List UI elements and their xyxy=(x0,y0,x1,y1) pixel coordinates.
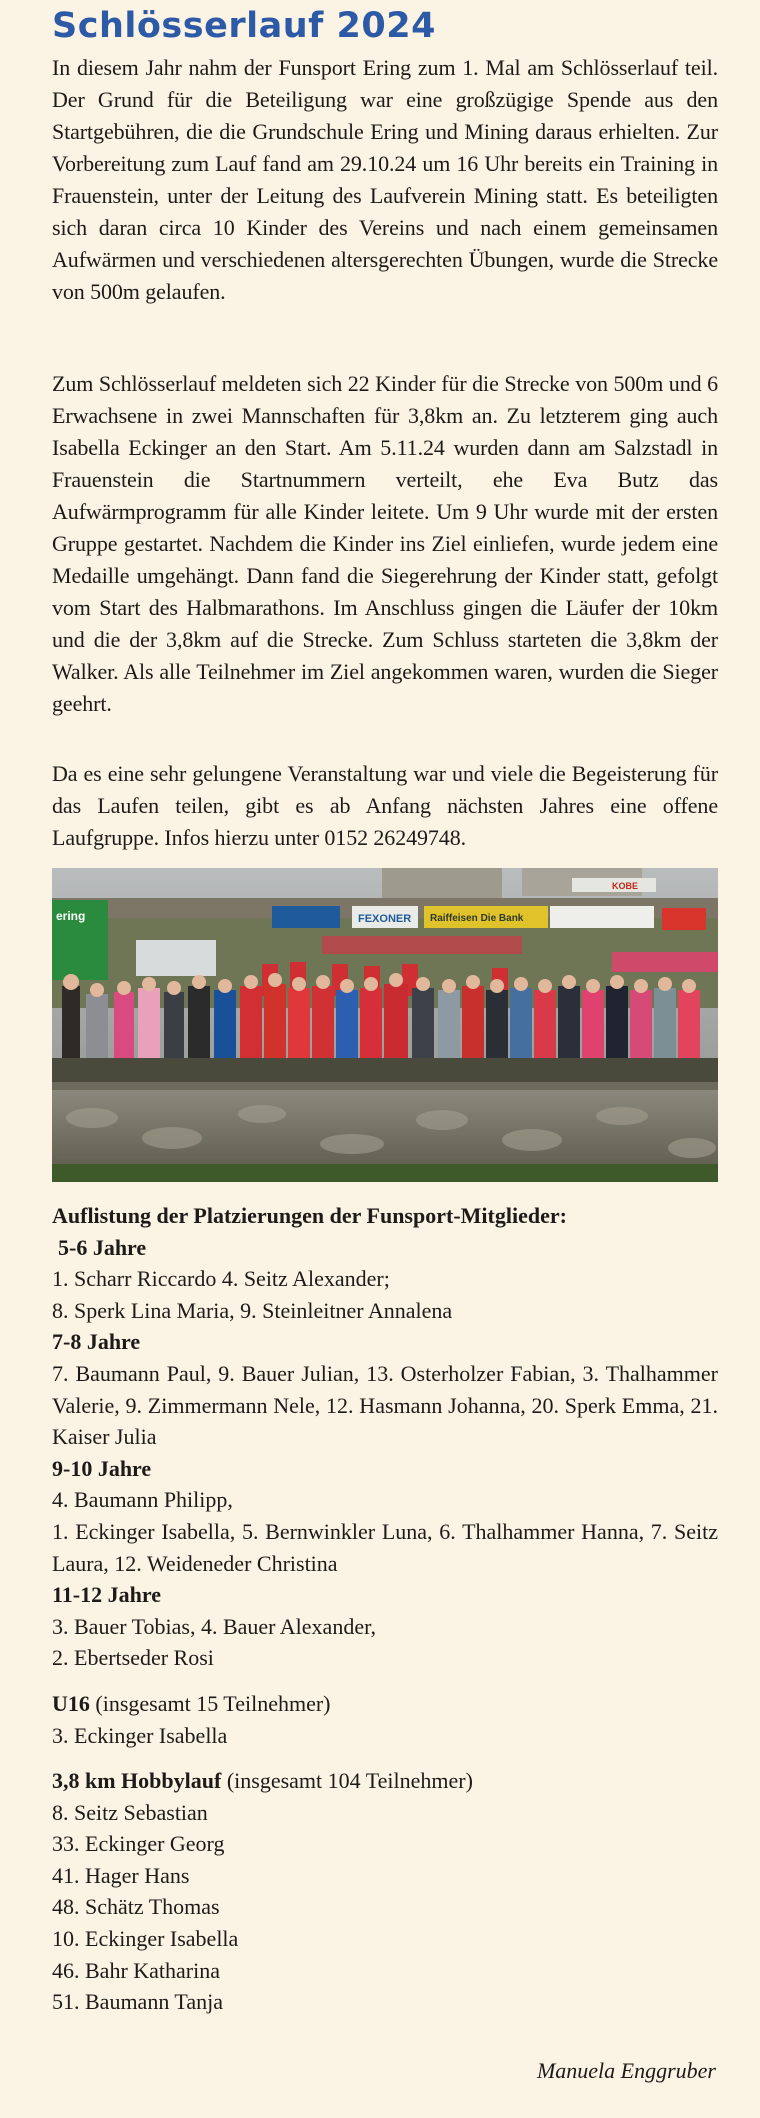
group-label-9-10: 9-10 Jahre xyxy=(52,1455,152,1481)
result-line: 41. Hager Hans xyxy=(52,1862,190,1888)
result-line: 1. Eckinger Isabella, 5. Bernwinkler Luna, 6. Thalhammer Hanna, 7. Seitz Laura, 12. Weideneder Christina xyxy=(52,1518,718,1576)
result-line: 46. Bahr Katharina xyxy=(52,1957,220,1983)
spacer xyxy=(52,1674,718,1688)
spacer xyxy=(52,1751,718,1765)
u16-note: (insgesamt 15 Teilnehmer) xyxy=(89,1690,331,1716)
result-line: 3. Eckinger Isabella xyxy=(52,1722,228,1748)
result-line: 33. Eckinger Georg xyxy=(52,1831,225,1857)
paragraph-running-group: Da es eine sehr gelungene Veranstaltung war und viele die Begeisterung für das Laufen teilen, gibt es ab Anfang nächsten Jahres eine offene Laufgruppe. Infos hierzu unter 0152 26249748. xyxy=(52,761,718,850)
result-line: 51. Baumann Tanja xyxy=(52,1989,223,2015)
result-line: 10. Eckinger Isabella xyxy=(52,1926,239,1952)
banner-raiffeisen: Raiffeisen Die Bank xyxy=(430,913,524,924)
hobby-note: (insgesamt 104 Teilnehmer) xyxy=(221,1768,473,1794)
banner-ering: ering xyxy=(56,909,86,923)
u16-label: U16 xyxy=(52,1690,90,1716)
result-line: 8. Sperk Lina Maria, 9. Steinleitner Annalena xyxy=(52,1297,453,1323)
group-label-5-6: 5-6 Jahre xyxy=(58,1234,147,1260)
paragraph-intro: In diesem Jahr nahm der Funsport Ering zum 1. Mal am Schlösserlauf teil. Der Grund für die Beteiligung war eine großzügige Spende aus den Startgebühren, die die Grundschule Ering und Mining daraus erhielten. Zur Vorbereitung zum Lauf fand am 29.10.24 um 16 Uhr bereits ein Training in Frauenstein, unter der Leitung des Laufverein Mining statt. Es beteiligten sich daran circa 10 Kinder des Vereins und nach einem gemeinsamen Aufwärmen und verschiedenen altersgerechten Übungen, wurde die Strecke von 500m gelaufen. xyxy=(52,55,718,304)
article-title: Schlösserlauf 2024 xyxy=(52,6,436,46)
group-label-7-8: 7-8 Jahre xyxy=(52,1329,141,1355)
result-line: 3. Bauer Tobias, 4. Bauer Alexander, xyxy=(52,1613,377,1639)
result-line: 8. Seitz Sebastian xyxy=(52,1799,208,1825)
result-line: 7. Baumann Paul, 9. Bauer Julian, 13. Osterholzer Fabian, 3. Thalhammer Valerie, 9. Zimmermann Nele, 12. Hasmann Johanna, 20. Sperk Emma, 21. Kaiser Julia xyxy=(52,1360,718,1450)
result-line: 48. Schätz Thomas xyxy=(52,1894,220,1920)
result-line: 1. Scharr Riccardo 4. Seitz Alexander; xyxy=(52,1266,390,1292)
hobby-heading xyxy=(52,1765,718,1797)
result-line: 4. Baumann Philipp, xyxy=(52,1487,233,1513)
hobby-label: 3,8 km Hobbylauf xyxy=(52,1768,222,1794)
result-line: 2. Ebertseder Rosi xyxy=(52,1645,214,1671)
results-list xyxy=(52,1200,718,2018)
group-photo xyxy=(52,868,718,1182)
paragraph-race: Zum Schlösserlauf meldeten sich 22 Kinder für die Strecke von 500m und 6 Erwachsene in zwei Mannschaften für 3,8km an. Zu letzterem ging auch Isabella Eckinger an den Start. Am 5.11.24 wurden dann am Salzstadl in Frauenstein die Startnummern verteilt, ehe Eva Butz das Aufwärmprogramm für alle Kinder leitete. Um 9 Uhr wurde mit der ersten Gruppe gestartet. Nachdem die Kinder ins Ziel einliefen, wurde jedem eine Medaille umgehängt. Dann fand die Siegerehrung der Kinder statt, gefolgt vom Start des Halbmarathons. Im Anschluss gingen die Läufer der 10km und die der 3,8km auf die Strecke. Zum Schluss starteten die 3,8km der Walker. Als alle Teilnehmer im Ziel angekommen waren, wurden die Sieger geehrt. xyxy=(52,371,718,716)
banner-kobe: KOBE xyxy=(612,881,639,891)
banner-fexoner: FEXONER xyxy=(358,913,412,925)
author-signature: Manuela Enggruber xyxy=(536,2058,716,2083)
u16-heading xyxy=(52,1688,718,1720)
results-heading: Auflistung der Platzierungen der Funsport-Mitglieder: xyxy=(52,1203,567,1228)
group-label-11-12: 11-12 Jahre xyxy=(52,1582,161,1608)
